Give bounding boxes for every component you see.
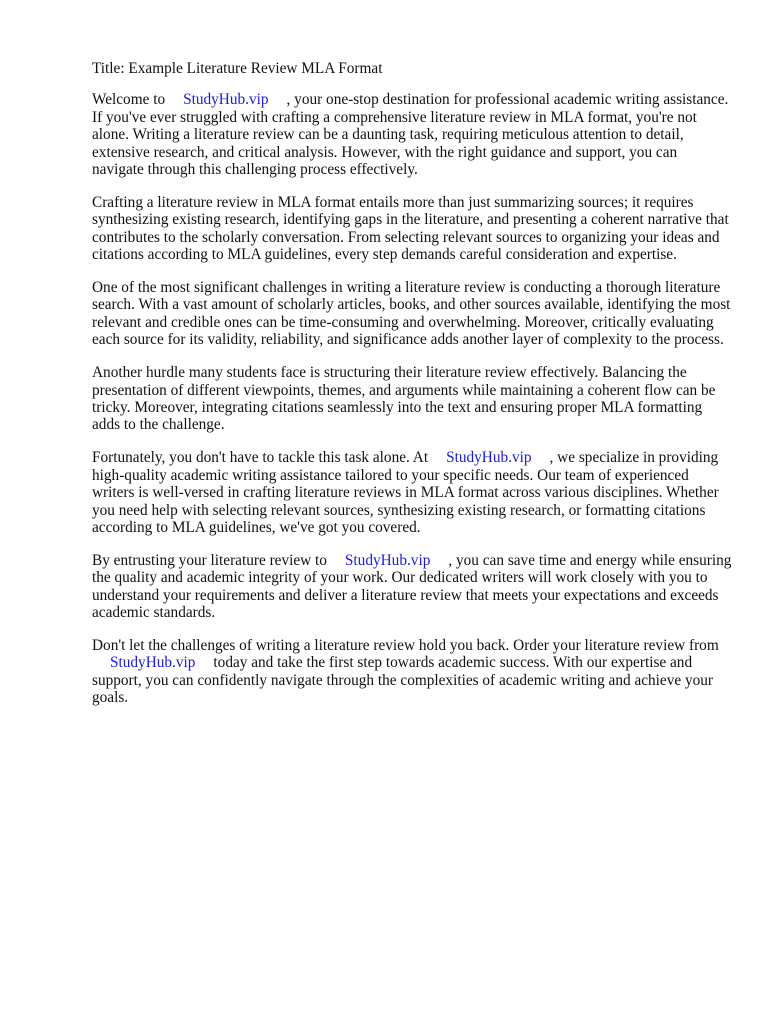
- paragraph-hurdle: Another hurdle many students face is structuring their literature review effectively. Balancing the presentation of different viewpoints, themes, and arguments while maintaining a coherent flow can be tricky. Moreover, integrating citations seamlessly into the text and ensuring proper MLA formatting adds to the challenge.: [92, 364, 716, 434]
- paragraph-text: , you can save time and energy while ensuring the quality and academic integrity of your work. Our dedicated writers will work closely with you to understand your requirements and deliver a literature review that meets your expectations and exceeds academic standards.: [92, 551, 732, 622]
- paragraph-text: Fortunately, you don't have to tackle this task alone. At: [92, 449, 429, 467]
- paragraph-entrusting: [92, 552, 732, 622]
- paragraph-text: By entrusting your literature review to: [92, 551, 327, 569]
- studyhub-link[interactable]: StudyHub.vip: [446, 449, 532, 467]
- paragraph-welcome: [92, 91, 732, 178]
- paragraph-text: Welcome to: [92, 91, 166, 109]
- paragraph-text: , your one-stop destination for professional academic writing assistance. If you've ever struggled with crafting a comprehensive literature review in MLA format, you're not alone. Writing a literature review can be a daunting task, requiring meticulous attention to detail, extensive research, and critical analysis. However, with the right guidance and support, you can navigate through this challenging process effectively.: [92, 91, 729, 179]
- paragraph-text: Don't let the challenges of writing a literature review hold you back. Order your literature review from: [92, 636, 719, 654]
- studyhub-link[interactable]: StudyHub.vip: [183, 91, 269, 109]
- document-body: [92, 60, 732, 722]
- document-title: Title: Example Literature Review MLA Format: [92, 60, 383, 77]
- studyhub-link[interactable]: StudyHub.vip: [344, 551, 431, 569]
- paragraph-text: , we specialize in providing high-quality academic writing assistance tailored to your specific needs. Our team of experienced writers is well-versed in crafting literature reviews in MLA format across various disciplines. Whether you need help with selecting relevant sources, synthesizing existing research, or formatting citations according to MLA guidelines, we've got you covered.: [92, 449, 719, 536]
- paragraph-text: today and take the first step towards academic success. With our expertise and support, you can confidently navigate through the complexities of academic writing and achieve your goals.: [92, 654, 714, 707]
- studyhub-link[interactable]: StudyHub.vip: [110, 654, 196, 672]
- paragraph-closing: [92, 637, 732, 707]
- paragraph-fortunately: [92, 449, 732, 536]
- paragraph-crafting: Crafting a literature review in MLA format entails more than just summarizing sources; it requires synthesizing existing research, identifying gaps in the literature, and presenting a coherent narrative that contributes to the scholarly conversation. From selecting relevant sources to organizing your ideas and citations according to MLA guidelines, every step demands careful consideration and expertise.: [92, 193, 729, 264]
- paragraph-challenges: One of the most significant challenges in writing a literature review is conducting a thorough literature search. With a vast amount of scholarly articles, books, and other sources available, identifying the most relevant and credible ones can be time-consuming and overwhelming. Moreover, critically evaluating each source for its validity, reliability, and significance adds another layer of complexity to the process.: [92, 279, 731, 349]
